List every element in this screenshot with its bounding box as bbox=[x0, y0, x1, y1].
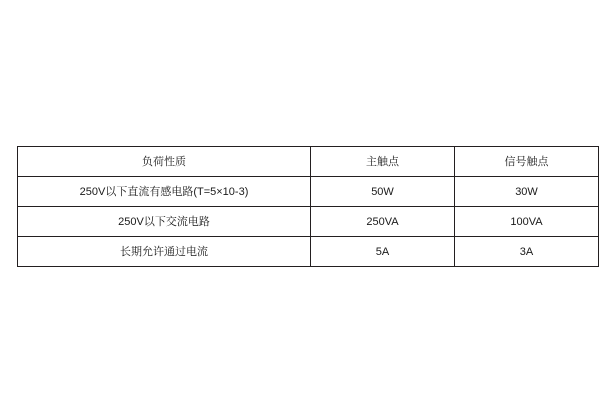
table-row bbox=[18, 207, 599, 237]
cell-signal-contact: 100VA bbox=[455, 207, 599, 237]
cell-main-contact: 50W bbox=[311, 177, 455, 207]
column-header-load-nature: 负荷性质 bbox=[18, 147, 311, 177]
contact-rating-table bbox=[17, 146, 599, 267]
cell-load-nature: 250V以下交流电路 bbox=[18, 207, 311, 237]
column-header-signal-contact: 信号触点 bbox=[455, 147, 599, 177]
cell-main-contact: 250VA bbox=[311, 207, 455, 237]
table-row bbox=[18, 237, 599, 267]
table-row bbox=[18, 177, 599, 207]
column-header-main-contact: 主触点 bbox=[311, 147, 455, 177]
cell-signal-contact: 3A bbox=[455, 237, 599, 267]
spec-table-container bbox=[17, 146, 583, 267]
cell-load-nature: 250V以下直流有感电路(T=5×10-3) bbox=[18, 177, 311, 207]
cell-load-nature: 长期允许通过电流 bbox=[18, 237, 311, 267]
table-header-row bbox=[18, 147, 599, 177]
cell-main-contact: 5A bbox=[311, 237, 455, 267]
cell-signal-contact: 30W bbox=[455, 177, 599, 207]
